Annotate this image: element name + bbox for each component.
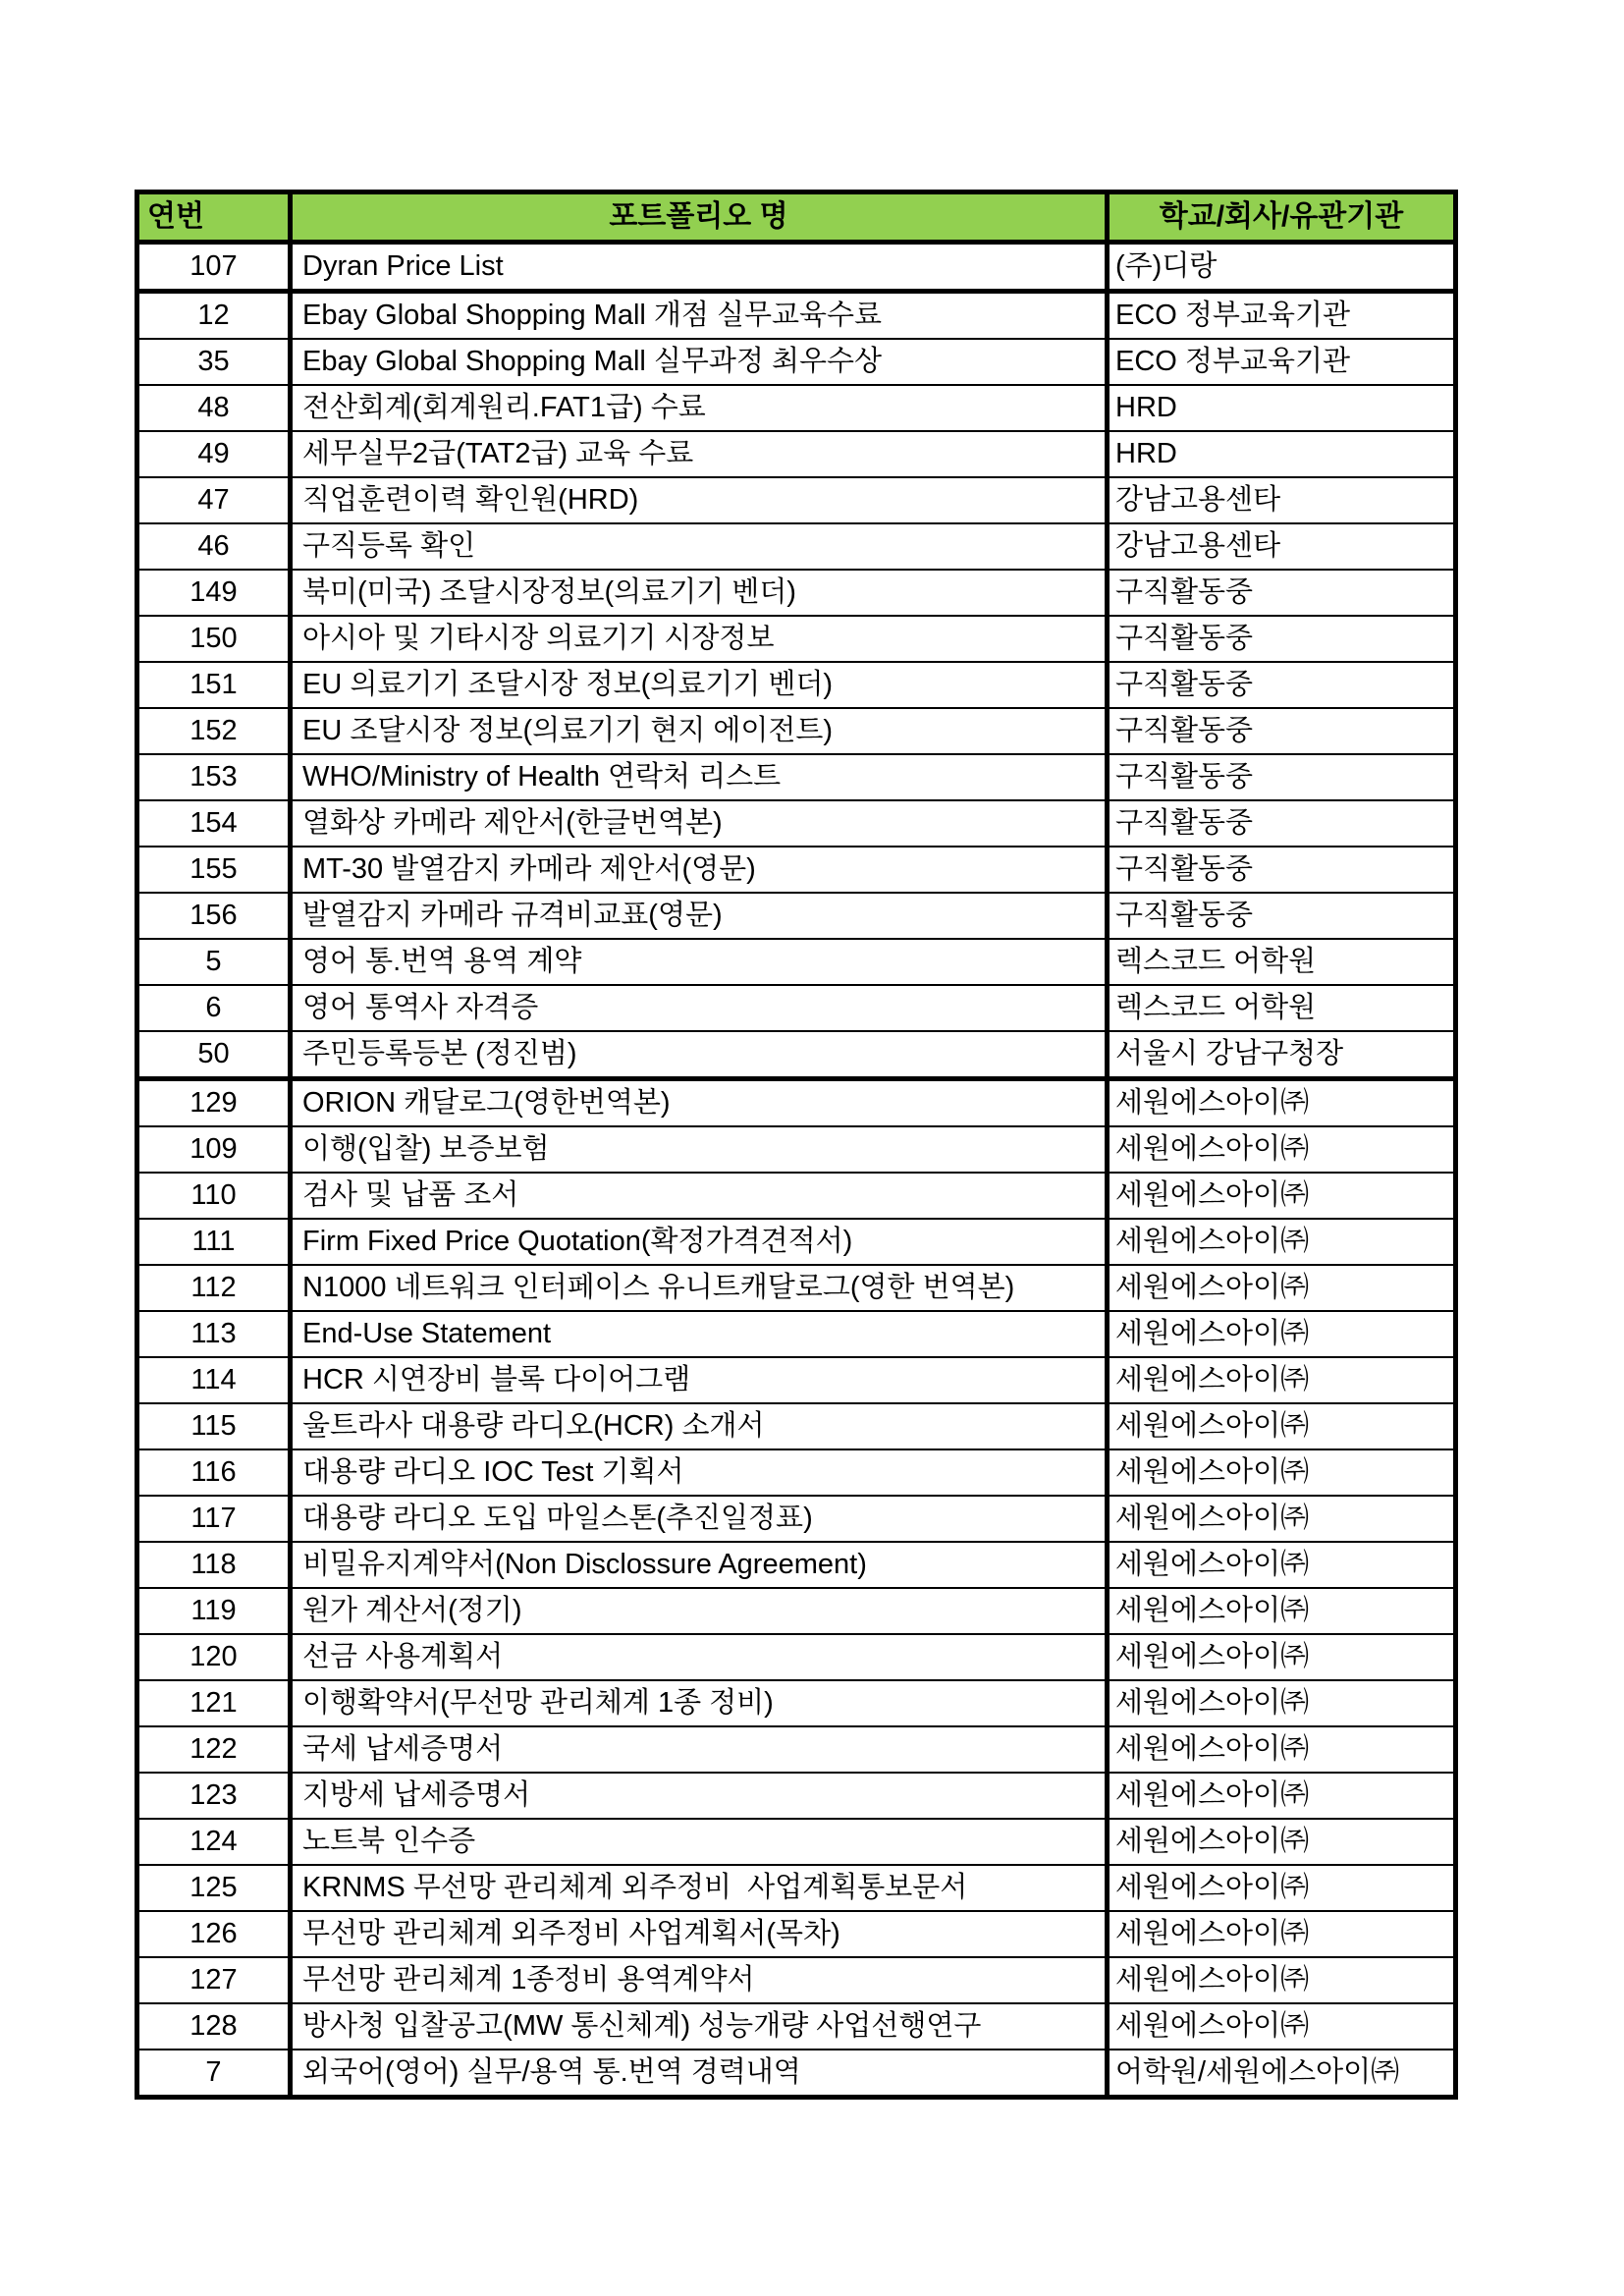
table-row: [137, 243, 1456, 292]
cell-serial-number: 129: [137, 1079, 291, 1127]
cell-portfolio-name: Firm Fixed Price Quotation(확정가격견적서): [291, 1219, 1108, 1265]
header-cell-organization: 학교/회사/유관기관: [1108, 192, 1456, 243]
table-row: [137, 523, 1456, 570]
cell-organization: HRD: [1108, 385, 1456, 431]
cell-portfolio-name: 노트북 인수증: [291, 1819, 1108, 1865]
cell-portfolio-name: 국세 납세증명서: [291, 1726, 1108, 1773]
cell-serial-number: 6: [137, 985, 291, 1031]
cell-serial-number: 118: [137, 1542, 291, 1588]
table-row: [137, 1726, 1456, 1773]
cell-serial-number: 50: [137, 1031, 291, 1079]
portfolio-table-body: [137, 243, 1456, 2098]
cell-serial-number: 12: [137, 292, 291, 340]
cell-portfolio-name: 북미(미국) 조달시장정보(의료기기 벤더): [291, 570, 1108, 616]
table-row: [137, 708, 1456, 754]
cell-portfolio-name: Dyran Price List: [291, 243, 1108, 292]
cell-serial-number: 120: [137, 1634, 291, 1680]
cell-organization: 세원에스아이㈜: [1108, 1449, 1456, 1496]
cell-organization: 렉스코드 어학원: [1108, 985, 1456, 1031]
table-row: [137, 939, 1456, 985]
cell-serial-number: 150: [137, 616, 291, 662]
cell-serial-number: 35: [137, 339, 291, 385]
table-row: [137, 1173, 1456, 1219]
header-cell-serial-number: 연번: [137, 192, 291, 243]
table-row: [137, 431, 1456, 477]
cell-organization: 서울시 강남구청장: [1108, 1031, 1456, 1079]
cell-portfolio-name: 대용량 라디오 도입 마일스톤(추진일정표): [291, 1496, 1108, 1542]
table-row: [137, 1449, 1456, 1496]
cell-portfolio-name: 구직등록 확인: [291, 523, 1108, 570]
cell-serial-number: 5: [137, 939, 291, 985]
table-row: [137, 1865, 1456, 1911]
cell-organization: 세원에스아이㈜: [1108, 1403, 1456, 1449]
cell-portfolio-name: HCR 시연장비 블록 다이어그램: [291, 1357, 1108, 1403]
cell-portfolio-name: EU 의료기기 조달시장 정보(의료기기 벤더): [291, 662, 1108, 708]
cell-serial-number: 154: [137, 800, 291, 847]
cell-organization: 세원에스아이㈜: [1108, 1634, 1456, 1680]
cell-portfolio-name: MT-30 발열감지 카메라 제안서(영문): [291, 847, 1108, 893]
cell-organization: 렉스코드 어학원: [1108, 939, 1456, 985]
table-row: [137, 1311, 1456, 1357]
table-row: [137, 2003, 1456, 2050]
cell-portfolio-name: End-Use Statement: [291, 1311, 1108, 1357]
table-row: [137, 1031, 1456, 1079]
table-row: [137, 1634, 1456, 1680]
cell-organization: 세원에스아이㈜: [1108, 1542, 1456, 1588]
cell-portfolio-name: 검사 및 납품 조서: [291, 1173, 1108, 1219]
cell-portfolio-name: 직업훈련이력 확인원(HRD): [291, 477, 1108, 523]
table-row: [137, 570, 1456, 616]
cell-serial-number: 109: [137, 1126, 291, 1173]
cell-portfolio-name: 열화상 카메라 제안서(한글번역본): [291, 800, 1108, 847]
table-row: [137, 385, 1456, 431]
cell-organization: 어학원/세원에스아이㈜: [1108, 2050, 1456, 2098]
table-row: [137, 800, 1456, 847]
cell-portfolio-name: KRNMS 무선망 관리체계 외주정비 사업계획통보문서: [291, 1865, 1108, 1911]
cell-organization: 구직활동중: [1108, 708, 1456, 754]
table-row: [137, 662, 1456, 708]
cell-portfolio-name: 외국어(영어) 실무/용역 통.번역 경력내역: [291, 2050, 1108, 2098]
cell-organization: 세원에스아이㈜: [1108, 1496, 1456, 1542]
table-row: [137, 292, 1456, 340]
cell-organization: 세원에스아이㈜: [1108, 1173, 1456, 1219]
cell-serial-number: 119: [137, 1588, 291, 1634]
cell-organization: 세원에스아이㈜: [1108, 1219, 1456, 1265]
table-row: [137, 1911, 1456, 1957]
cell-organization: 세원에스아이㈜: [1108, 1957, 1456, 2003]
table-row: [137, 1496, 1456, 1542]
cell-serial-number: 151: [137, 662, 291, 708]
cell-serial-number: 155: [137, 847, 291, 893]
cell-serial-number: 123: [137, 1773, 291, 1819]
table-row: [137, 847, 1456, 893]
table-row: [137, 1542, 1456, 1588]
cell-serial-number: 122: [137, 1726, 291, 1773]
cell-portfolio-name: WHO/Ministry of Health 연락처 리스트: [291, 754, 1108, 800]
table-row: [137, 1819, 1456, 1865]
cell-serial-number: 114: [137, 1357, 291, 1403]
cell-portfolio-name: 주민등록등본 (정진범): [291, 1031, 1108, 1079]
table-row: [137, 1588, 1456, 1634]
cell-organization: 구직활동중: [1108, 893, 1456, 939]
cell-portfolio-name: 무선망 관리체계 1종정비 용역계약서: [291, 1957, 1108, 2003]
table-row: [137, 1680, 1456, 1726]
table-row: [137, 1219, 1456, 1265]
cell-organization: 세원에스아이㈜: [1108, 1911, 1456, 1957]
cell-organization: 구직활동중: [1108, 662, 1456, 708]
cell-portfolio-name: 지방세 납세증명서: [291, 1773, 1108, 1819]
cell-portfolio-name: 대용량 라디오 IOC Test 기획서: [291, 1449, 1108, 1496]
cell-portfolio-name: 세무실무2급(TAT2급) 교육 수료: [291, 431, 1108, 477]
table-row: [137, 754, 1456, 800]
cell-serial-number: 7: [137, 2050, 291, 2098]
cell-serial-number: 116: [137, 1449, 291, 1496]
cell-serial-number: 152: [137, 708, 291, 754]
cell-portfolio-name: 원가 계산서(정기): [291, 1588, 1108, 1634]
table-row: [137, 1957, 1456, 2003]
cell-serial-number: 117: [137, 1496, 291, 1542]
cell-serial-number: 115: [137, 1403, 291, 1449]
table-row: [137, 1403, 1456, 1449]
portfolio-table: [135, 190, 1458, 2100]
cell-organization: 강남고용센타: [1108, 523, 1456, 570]
cell-serial-number: 124: [137, 1819, 291, 1865]
cell-portfolio-name: 전산회계(회계원리.FAT1급) 수료: [291, 385, 1108, 431]
cell-organization: 구직활동중: [1108, 570, 1456, 616]
cell-serial-number: 111: [137, 1219, 291, 1265]
cell-portfolio-name: 영어 통.번역 용역 계약: [291, 939, 1108, 985]
cell-serial-number: 49: [137, 431, 291, 477]
cell-serial-number: 47: [137, 477, 291, 523]
cell-serial-number: 149: [137, 570, 291, 616]
cell-organization: 세원에스아이㈜: [1108, 1865, 1456, 1911]
cell-organization: ECO 정부교육기관: [1108, 292, 1456, 340]
cell-organization: 세원에스아이㈜: [1108, 1311, 1456, 1357]
table-row: [137, 477, 1456, 523]
header-row: [137, 192, 1456, 243]
cell-portfolio-name: 방사청 입찰공고(MW 통신체계) 성능개량 사업선행연구: [291, 2003, 1108, 2050]
cell-organization: 세원에스아이㈜: [1108, 1819, 1456, 1865]
table-row: [137, 985, 1456, 1031]
cell-organization: 세원에스아이㈜: [1108, 1079, 1456, 1127]
cell-organization: HRD: [1108, 431, 1456, 477]
cell-serial-number: 156: [137, 893, 291, 939]
cell-portfolio-name: ORION 캐달로그(영한번역본): [291, 1079, 1108, 1127]
cell-portfolio-name: 이행(입찰) 보증보험: [291, 1126, 1108, 1173]
table-row: [137, 1126, 1456, 1173]
cell-serial-number: 46: [137, 523, 291, 570]
cell-portfolio-name: 영어 통역사 자격증: [291, 985, 1108, 1031]
table-row: [137, 339, 1456, 385]
cell-serial-number: 112: [137, 1265, 291, 1311]
cell-portfolio-name: Ebay Global Shopping Mall 개점 실무교육수료: [291, 292, 1108, 340]
cell-organization: 세원에스아이㈜: [1108, 1680, 1456, 1726]
cell-portfolio-name: 선금 사용계획서: [291, 1634, 1108, 1680]
cell-organization: 구직활동중: [1108, 616, 1456, 662]
cell-serial-number: 110: [137, 1173, 291, 1219]
cell-organization: 세원에스아이㈜: [1108, 1126, 1456, 1173]
cell-serial-number: 127: [137, 1957, 291, 2003]
table-row: [137, 1079, 1456, 1127]
cell-organization: ECO 정부교육기관: [1108, 339, 1456, 385]
cell-portfolio-name: 아시아 및 기타시장 의료기기 시장정보: [291, 616, 1108, 662]
header-cell-portfolio-name: 포트폴리오 명: [291, 192, 1108, 243]
cell-organization: 세원에스아이㈜: [1108, 1265, 1456, 1311]
cell-organization: 세원에스아이㈜: [1108, 2003, 1456, 2050]
cell-portfolio-name: 이행확약서(무선망 관리체계 1종 정비): [291, 1680, 1108, 1726]
table-row: [137, 893, 1456, 939]
cell-organization: 세원에스아이㈜: [1108, 1726, 1456, 1773]
table-row: [137, 1265, 1456, 1311]
cell-organization: 세원에스아이㈜: [1108, 1357, 1456, 1403]
cell-serial-number: 113: [137, 1311, 291, 1357]
cell-serial-number: 121: [137, 1680, 291, 1726]
cell-serial-number: 126: [137, 1911, 291, 1957]
table-header: [137, 192, 1456, 243]
cell-serial-number: 128: [137, 2003, 291, 2050]
cell-organization: 세원에스아이㈜: [1108, 1773, 1456, 1819]
table-row: [137, 616, 1456, 662]
cell-organization: 구직활동중: [1108, 847, 1456, 893]
cell-organization: 구직활동중: [1108, 754, 1456, 800]
cell-serial-number: 107: [137, 243, 291, 292]
table-row: [137, 2050, 1456, 2098]
cell-portfolio-name: 무선망 관리체계 외주정비 사업계획서(목차): [291, 1911, 1108, 1957]
cell-organization: 구직활동중: [1108, 800, 1456, 847]
cell-organization: 강남고용센타: [1108, 477, 1456, 523]
table-row: [137, 1773, 1456, 1819]
cell-portfolio-name: 비밀유지계약서(Non Disclossure Agreement): [291, 1542, 1108, 1588]
cell-portfolio-name: 울트라사 대용량 라디오(HCR) 소개서: [291, 1403, 1108, 1449]
cell-serial-number: 48: [137, 385, 291, 431]
cell-serial-number: 125: [137, 1865, 291, 1911]
cell-organization: (주)디랑: [1108, 243, 1456, 292]
cell-portfolio-name: EU 조달시장 정보(의료기기 현지 에이전트): [291, 708, 1108, 754]
cell-organization: 세원에스아이㈜: [1108, 1588, 1456, 1634]
cell-portfolio-name: 발열감지 카메라 규격비교표(영문): [291, 893, 1108, 939]
table-row: [137, 1357, 1456, 1403]
cell-portfolio-name: N1000 네트워크 인터페이스 유니트캐달로그(영한 번역본): [291, 1265, 1108, 1311]
cell-portfolio-name: Ebay Global Shopping Mall 실무과정 최우수상: [291, 339, 1108, 385]
cell-serial-number: 153: [137, 754, 291, 800]
